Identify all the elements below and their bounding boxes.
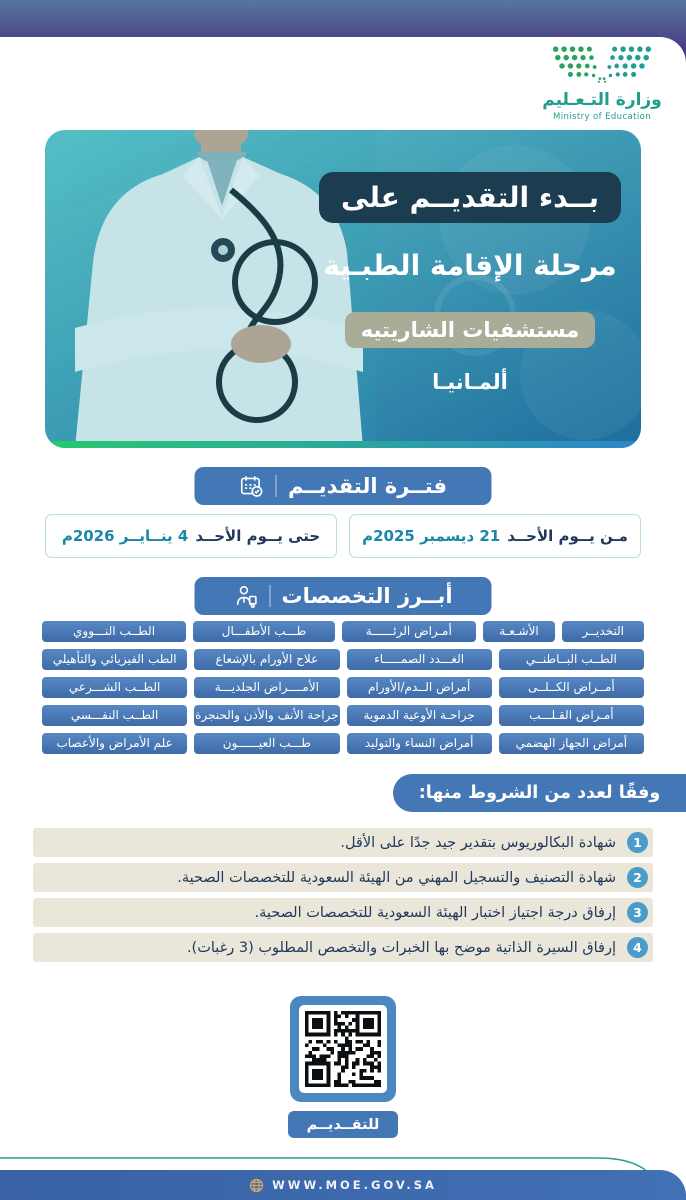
specialty-pill: الطــب البــاطنــي: [499, 649, 644, 670]
hero-subtitle: مرحلة الإقامة الطبـية: [323, 248, 617, 282]
specialty-pill: أمـراض القـلـــب: [499, 705, 644, 726]
specialty-pill: الطــب الشـــرعي: [42, 677, 187, 698]
condition-number-badge: 4: [627, 937, 648, 958]
header-divider: [276, 475, 277, 497]
calendar-check-icon: [239, 473, 265, 499]
qr-code: [290, 996, 396, 1102]
hospital-name-badge: مستشفيات الشاريتيه: [345, 312, 596, 348]
conditions-list: [33, 828, 653, 962]
condition-number-badge: 2: [627, 867, 648, 888]
specialty-pill: أمــراض الكــلــى: [499, 677, 644, 698]
hero-title-badge: بــدء التقديــم على: [319, 172, 621, 223]
hero-text-block: [307, 130, 633, 435]
condition-number-badge: 1: [627, 832, 648, 853]
date-from-value: 21 ديسمبر 2025م: [362, 527, 501, 545]
application-period-title: فتــرة التقديــم: [287, 474, 448, 498]
specialty-pill: جراحة الأنف والأذن والحنجرة: [194, 705, 339, 726]
banner-bottom-strip: [45, 441, 641, 448]
specialty-row: [42, 649, 644, 670]
doctor-icon: [233, 584, 258, 609]
condition-text: إرفاق السيرة الذاتية موضح بها الخبرات والتخصص المطلوب (3 رغبات).: [186, 939, 616, 956]
ministry-logo: [538, 46, 666, 122]
specialty-row: [42, 677, 644, 698]
date-until-box: [45, 514, 337, 558]
condition-item: [33, 828, 653, 857]
country-label: ألمـانيـا: [432, 369, 508, 394]
specialty-pill: علاج الأورام بالإشعاع: [194, 649, 339, 670]
date-from-box: [349, 514, 641, 558]
specialty-row: [42, 705, 644, 726]
condition-text: إرفاق درجة اجتياز اختبار الهيئة السعودية للتخصصات الصحية.: [254, 904, 616, 921]
specialty-row: [42, 733, 644, 754]
qr-block: [0, 996, 686, 1138]
ministry-name-english: Ministry of Education: [552, 112, 652, 122]
specialty-pill: أمراض الــدم/الأورام: [347, 677, 492, 698]
qr-code-inner: [299, 1005, 387, 1093]
qr-code-pattern: [305, 1011, 381, 1087]
specialty-pill: الطــب النـــووي: [42, 621, 186, 642]
specialty-pill: طـــب الأطفـــال: [193, 621, 335, 642]
condition-item: [33, 863, 653, 892]
ministry-logo-dots-icon: [550, 46, 654, 86]
condition-item: [33, 898, 653, 927]
specialty-pill: الطــب النفـــسي: [42, 705, 187, 726]
hero-banner: [45, 130, 641, 448]
specialty-pill: أمراض الجهاز الهضمي: [499, 733, 644, 754]
specialty-pill: جراحـة الأوعية الدموية: [347, 705, 492, 726]
specialty-pill: الغـــدد الصمـــــاء: [347, 649, 492, 670]
apply-button[interactable]: للتقــديــم: [288, 1111, 398, 1138]
specialties-header: [195, 577, 492, 615]
specialty-pill: الأمــــراض الجلديـــة: [194, 677, 339, 698]
date-from-prefix: مـن يــوم الأحــد: [507, 527, 628, 545]
footer-bar: [0, 1170, 686, 1200]
condition-text: شهادة التصنيف والتسجيل المهني من الهيئة السعودية للتخصصات الصحية.: [177, 869, 616, 886]
specialty-pill: طـــب العيــــــون: [194, 733, 339, 754]
specialty-pill: الأشـعـة: [483, 621, 556, 642]
website-url: WWW.MOE.GOV.SA: [272, 1178, 437, 1192]
specialty-pill: التخديــر: [562, 621, 644, 642]
condition-number-badge: 3: [627, 902, 648, 923]
conditions-header: وفقًا لعدد من الشروط منها:: [393, 774, 686, 812]
specialties-title: أبــرز التخصصات: [281, 584, 453, 608]
specialty-pill: أمراض النساء والتوليد: [347, 733, 492, 754]
header-divider: [269, 585, 270, 607]
condition-text: شهادة البكالوريوس بتقدير جيد جدًا على الأقل.: [340, 834, 616, 851]
date-until-prefix: حتى يــوم الأحــد: [195, 527, 321, 545]
globe-icon: [249, 1178, 264, 1193]
specialty-pill: أمـراض الرئــــــة: [342, 621, 476, 642]
specialties-grid: [42, 621, 644, 754]
ministry-name-arabic: وزارة التـعـليم: [542, 90, 662, 110]
dates-row: [45, 514, 641, 558]
condition-item: [33, 933, 653, 962]
specialty-row: [42, 621, 644, 642]
date-until-value: 4 ينــايــر 2026م: [61, 527, 189, 545]
specialty-pill: الطب الفيزيائي والتأهيلي: [42, 649, 187, 670]
specialty-pill: علم الأمراض والأعصاب: [42, 733, 187, 754]
application-period-header: [195, 467, 492, 505]
